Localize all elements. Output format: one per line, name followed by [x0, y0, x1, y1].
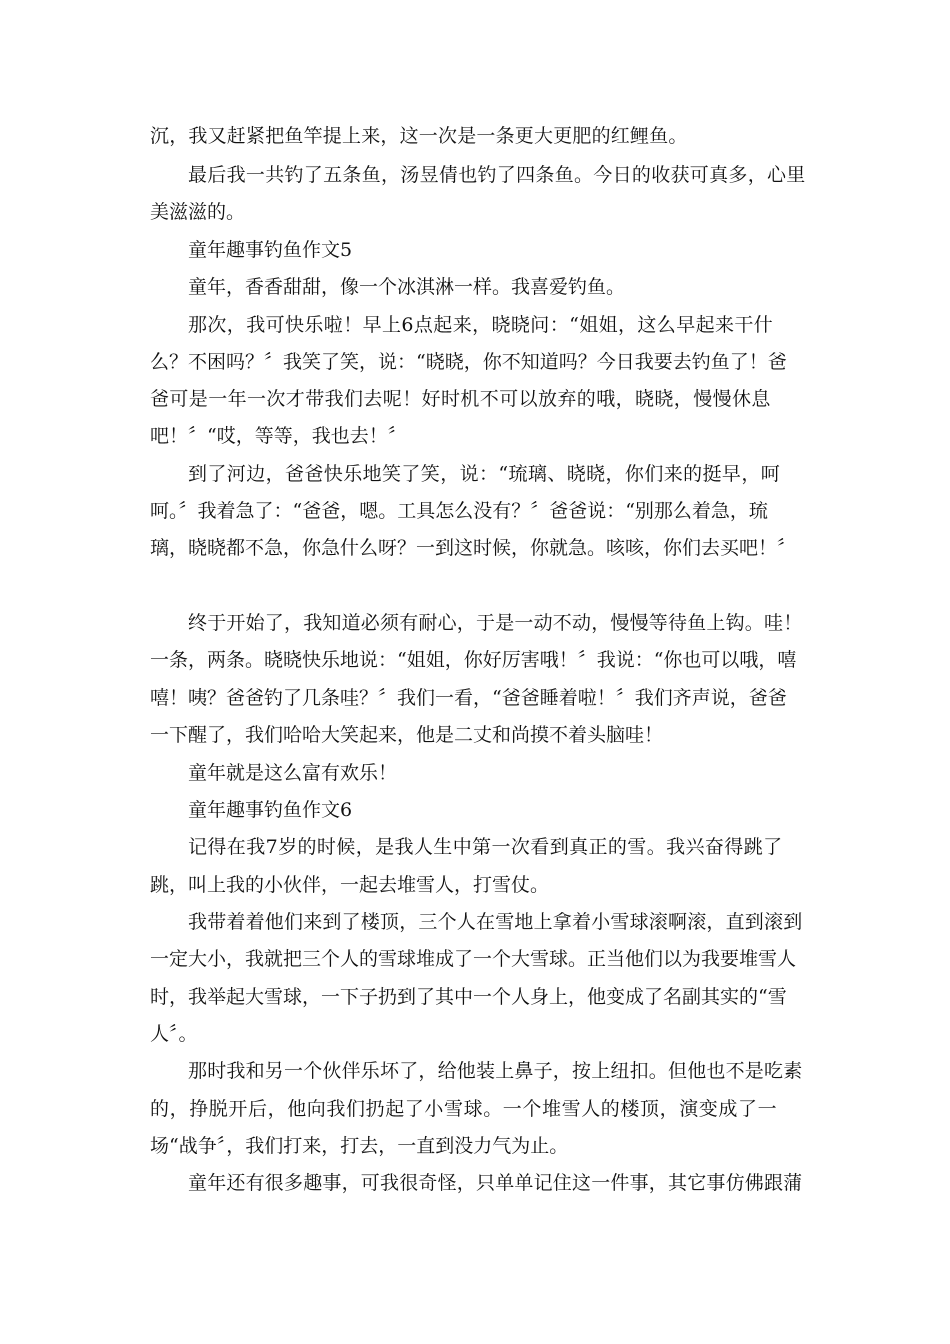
text-line: 童年就是这么富有欢乐！	[188, 762, 398, 784]
text-line: 最后我一共钓了五条鱼，汤昱倩也钓了四条鱼。今日的收获可真多，心里	[188, 164, 806, 186]
text-line: 童年，香香甜甜，像一个冰淇淋一样。我喜爱钓鱼。	[188, 276, 626, 298]
text-line: 美滋滋的。	[150, 201, 246, 223]
text-line: 那次，我可快乐啦！早上6点起来，晓晓问：“姐姐，这么早起来干什	[188, 314, 774, 336]
text-line: 吧！〞“哎，等等，我也去！〞	[150, 425, 407, 447]
text-line: 爸可是一年一次才带我们去呢！好时机不可以放弃的哦，晓晓，慢慢休息	[150, 388, 771, 410]
text-line: 嘻！咦？爸爸钓了几条哇？〞我们一看，“爸爸睡着啦！〞我们齐声说，爸爸	[150, 687, 787, 709]
section-heading: 童年趣事钓鱼作文6	[188, 799, 353, 821]
text-line: 时，我举起大雪球，一下子扔到了其中一个人身上，他变成了名副其实的“雪	[150, 986, 787, 1008]
text-line: 终于开始了，我知道必须有耐心，于是一动不动，慢慢等待鱼上钩。哇！	[188, 612, 803, 634]
text-line: 么？不困吗？〞我笑了笑，说：“晓晓，你不知道吗？今日我要去钓鱼了！爸	[150, 351, 787, 373]
text-line: 人〞。	[150, 1023, 198, 1045]
section-heading: 童年趣事钓鱼作文5	[188, 239, 353, 261]
text-line: 一定大小，我就把三个人的雪球堆成了一个大雪球。正当他们以为我要堆雪人	[150, 948, 797, 970]
text-line: 那时我和另一个伙伴乐坏了，给他装上鼻子，按上纽扣。但他也不是吃素	[188, 1060, 803, 1082]
text-line: 场“战争〞，我们打来，打去，一直到没力气为止。	[150, 1135, 569, 1157]
text-line: 到了河边，爸爸快乐地笑了笑，说：“琉璃、晓晓，你们来的挺早，呵	[188, 463, 781, 485]
text-line: 一下醒了，我们哈哈大笑起来，他是二丈和尚摸不着头脑哇！	[150, 724, 664, 746]
text-line: 我带着着他们来到了楼顶，三个人在雪地上拿着小雪球滚啊滚，直到滚到	[188, 911, 803, 933]
text-line: 璃，晓晓都不急，你急什么呀？一到这时候，你就急。咳咳，你们去买吧！〞	[150, 537, 797, 559]
text-line: 沉，我又赶紧把鱼竿提上来，这一次是一条更大更肥的红鲤鱼。	[150, 125, 688, 147]
text-line: 一条，两条。晓晓快乐地说：“姐姐，你好厉害哦！〞我说：“你也可以哦，嘻	[150, 649, 797, 671]
text-line: 童年还有很多趣事，可我很奇怪，只单单记住这一件事，其它事仿佛跟蒲	[188, 1172, 803, 1194]
text-line: 呵。〞我着急了：“爸爸，嗯。工具怎么没有？〞爸爸说：“别那么着急，琉	[150, 500, 768, 522]
text-line: 跳，叫上我的小伙伴，一起去堆雪人，打雪仗。	[150, 874, 550, 896]
text-line: 的，挣脱开后，他向我们扔起了小雪球。一个堆雪人的楼顶，演变成了一	[150, 1098, 778, 1120]
text-line: 记得在我7岁的时候，是我人生中第一次看到真正的雪。我兴奋得跳了	[188, 836, 783, 858]
